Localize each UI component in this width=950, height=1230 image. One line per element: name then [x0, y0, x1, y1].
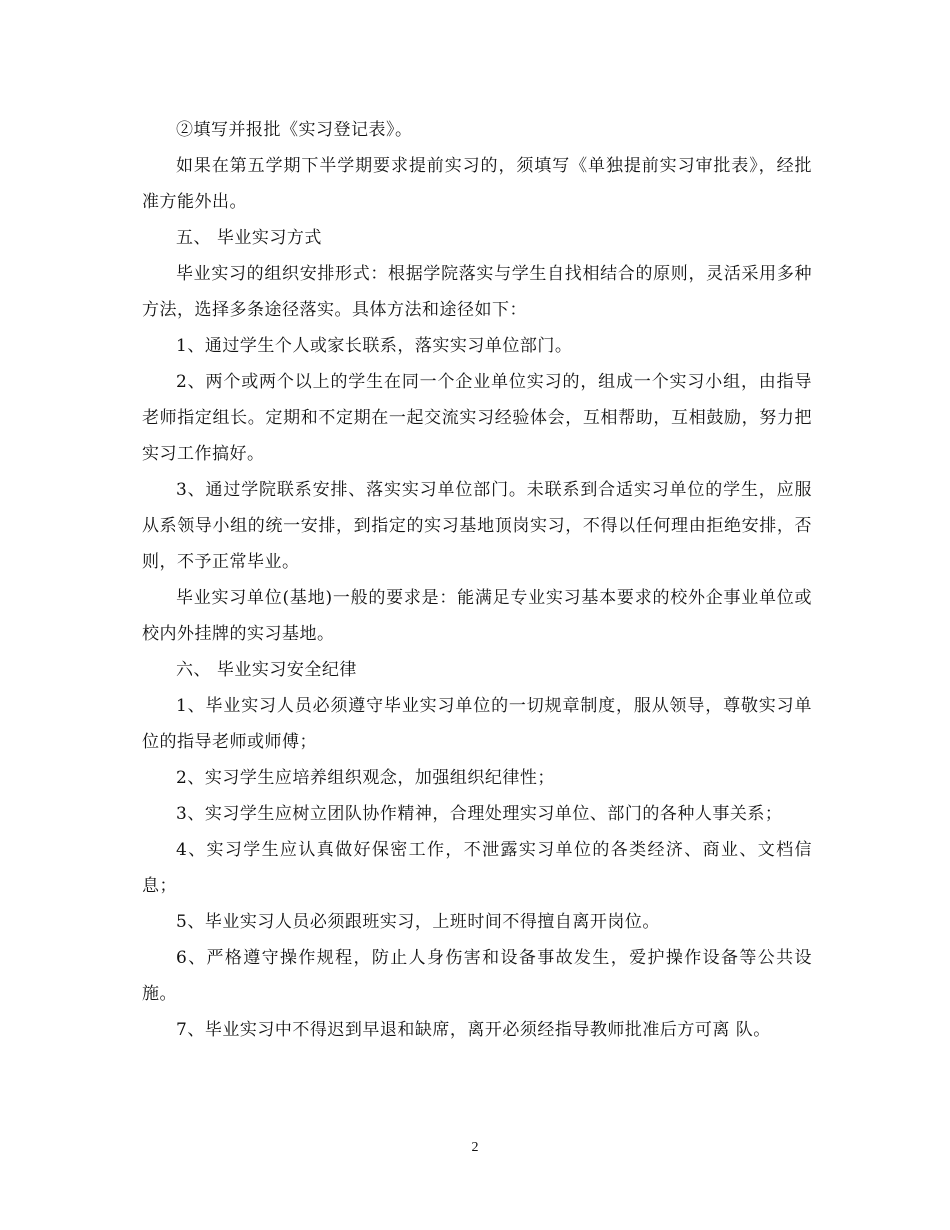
paragraph-unit-requirements: 毕业实习单位(基地)一般的要求是：能满足专业实习基本要求的校外企事业单位或校内外挂牌的实习基地。	[142, 588, 812, 644]
list-item-discipline-2: 2、实习学生应培养组织观念，加强组织纪律性；	[176, 768, 555, 788]
list-item-discipline-1: 1、毕业实习人员必须遵守毕业实习单位的一切规章制度，服从领导，尊敬实习单位的指导老师或师傅；	[142, 696, 812, 752]
page-number: 2	[471, 1140, 479, 1155]
list-item-discipline-5: 5、毕业实习人员必须跟班实习，上班时间不得擅自离开岗位。	[176, 912, 660, 932]
list-item-method-1: 1、通过学生个人或家长联系，落实实习单位部门。	[176, 336, 573, 356]
section-heading-internship-methods: 五、 毕业实习方式	[176, 228, 322, 248]
list-item-discipline-7: 7、毕业实习中不得迟到早退和缺席，离开必须经指导教师批准后方可离 队。	[176, 1020, 771, 1040]
paragraph-early-internship: 如果在第五学期下半学期要求提前实习的，须填写《单独提前实习审批表》，经批准方能外出。	[142, 156, 812, 212]
document-body	[142, 112, 812, 1048]
list-item-discipline-4: 4、实习学生应认真做好保密工作，不泄露实习单位的各类经济、商业、文档信息；	[142, 840, 812, 896]
list-item-method-2: 2、两个或两个以上的学生在同一个企业单位实习的，组成一个实习小组，由指导老师指定组长。定期和不定期在一起交流实习经验体会，互相帮助，互相鼓励，努力把实习工作搞好。	[142, 372, 812, 464]
section-heading-safety-discipline: 六、 毕业实习安全纪律	[176, 660, 357, 680]
paragraph-organization-form: 毕业实习的组织安排形式：根据学院落实与学生自找相结合的原则，灵活采用多种方法，选择多条途径落实。具体方法和途径如下：	[142, 264, 812, 320]
paragraph-registration-form: ②填写并报批《实习登记表》。	[176, 120, 413, 140]
list-item-discipline-3: 3、实习学生应树立团队协作精神，合理处理实习单位、部门的各种人事关系；	[176, 804, 783, 824]
list-item-method-3: 3、通过学院联系安排、落实实习单位部门。未联系到合适实习单位的学生，应服从系领导小组的统一安排，到指定的实习基地顶岗实习，不得以任何理由拒绝安排，否则，不予正常毕业。	[142, 480, 812, 572]
list-item-discipline-6: 6、严格遵守操作规程，防止人身伤害和设备事故发生，爱护操作设备等公共设施。	[142, 948, 812, 1004]
